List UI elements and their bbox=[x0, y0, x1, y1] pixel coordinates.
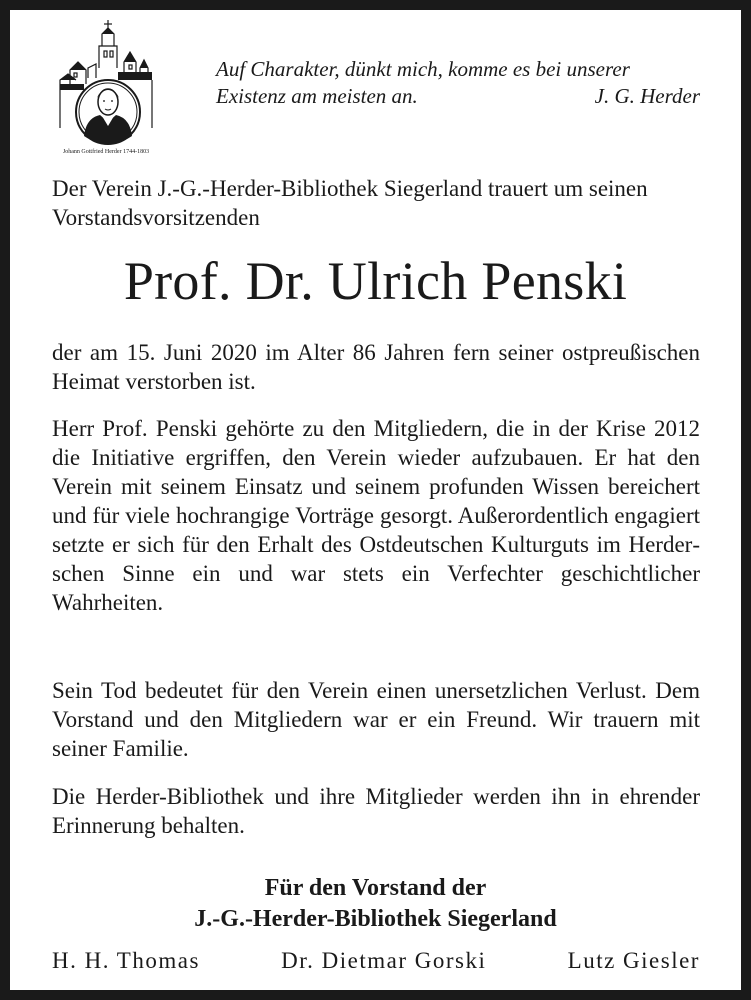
herder-quote bbox=[216, 56, 700, 110]
signature-line-2: J.-G.-Herder-Bibliothek Siegerland bbox=[194, 906, 557, 932]
paragraph-tribute: Herr Prof. Penski gehörte zu den Mitgliedern, die in der Krise 2012 die Initiative ergriffen, den Verein wieder aufzubauen. Er hat den Verein mit seinem Einsatz und seinem profunden Wissen bereichert und für viele hochrangige Vorträge gesorgt. Außerordentlich engagiert setzte er sich für den Erhalt des Ostdeutschen Kulturguts im Herderschen Sinne ein und war stets ein Verfechter geschichtlicher Wahrheiten. bbox=[52, 416, 700, 615]
signer-thomas: H. H. Thomas bbox=[52, 948, 200, 973]
paragraph-loss: Sein Tod bedeutet für den Verein einen unersetzlichen Verlust. Dem Vorstand und den Mitgliedern war er ein Freund. Wir trauern mit seiner Familie. bbox=[52, 678, 700, 761]
paragraph-remembrance: Die Herder-Bibliothek und ihre Mitglieder werden ihn in ehrender Erinnerung behalten. bbox=[52, 784, 700, 838]
intro-text: Der Verein J.-G.-Herder-Bibliothek Siegerland trauert um seinen Vorstandsvorsitzenden bbox=[52, 176, 648, 230]
logo-caption: Johann Gottfried Herder 1744-1803 bbox=[62, 149, 150, 155]
signer-gorski: Dr. Dietmar Gorski bbox=[281, 948, 487, 973]
quote-line-2 bbox=[216, 83, 700, 110]
herder-portrait-cityscape-icon bbox=[52, 18, 160, 150]
quote-line-2-text: Existenz am meisten an. bbox=[216, 84, 418, 108]
signature-heading bbox=[10, 873, 741, 935]
signer-names bbox=[52, 946, 700, 975]
quote-author: J. G. Herder bbox=[594, 84, 700, 108]
quote-line-1: Auf Charakter, dünkt mich, komme es bei unserer bbox=[216, 57, 630, 81]
herder-library-logo bbox=[52, 18, 160, 158]
signer-giesler: Lutz Giesler bbox=[567, 948, 700, 973]
signature-line-1: Für den Vorstand der bbox=[264, 875, 487, 901]
paragraph-death-notice: der am 15. Juni 2020 im Alter 86 Jahren fern seiner ostpreußischen Heimat verstorben ist. bbox=[52, 340, 700, 394]
deceased-name: Prof. Dr. Ulrich Penski bbox=[123, 251, 628, 311]
